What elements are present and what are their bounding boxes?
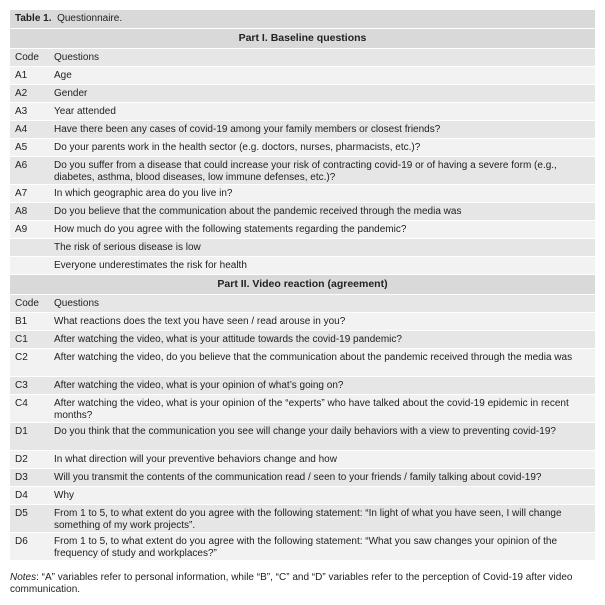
row-code: A8 [15,206,28,217]
row-code [10,257,54,274]
table-row [10,450,595,468]
row-question: From 1 to 5, to what extent do you agree with the following statement: “What you saw changes your opinion of the frequency of study and workplaces?” [54,536,558,559]
part2-header-row [10,294,595,312]
table-row [10,348,595,376]
row-code: A2 [15,88,28,99]
row-code: D3 [15,472,28,483]
table-notes [10,572,595,596]
table-row [10,120,595,138]
row-code: A5 [15,142,28,153]
header-code: Code [15,298,39,309]
row-question: Everyone underestimates the risk for health [54,260,247,271]
table-row [10,394,595,422]
row-question: After watching the video, what is your opinion of the “experts” who have talked about the covid-19 epidemic in recent months? [54,398,569,421]
notes-label: Notes [10,572,37,583]
row-question: Do your parents work in the health sector (e.g. doctors, nurses, pharmacists, etc.)? [54,142,421,153]
row-question: Have there been any cases of covid-19 among your family members or closest friends? [54,124,441,135]
row-code: C2 [15,352,28,363]
row-code [10,239,54,256]
row-question: Will you transmit the contents of the communication read / seen to your friends / family talking about covid-19? [54,472,542,483]
row-code: D5 [15,508,28,519]
row-question: Gender [54,88,88,99]
table-row [10,66,595,84]
part2-title: Part II. Video reaction (agreement) [10,274,595,294]
table-row [10,102,595,120]
table-label: Table 1. [15,13,52,24]
row-question: How much do you agree with the following statements regarding the pandemic? [54,224,407,235]
row-question: Why [54,490,74,501]
part2-body [10,312,595,560]
row-code: C1 [15,334,28,345]
table-row [10,422,595,450]
table-row [10,376,595,394]
row-question: Do you believe that the communication about the pandemic received through the media was [54,206,462,217]
table-row [10,84,595,102]
table-row [10,156,595,184]
questionnaire-table [10,10,595,560]
row-question: From 1 to 5, to what extent do you agree with the following statement: “In light of what you have seen, I will change something of my work projects”. [54,508,562,531]
notes-text: : “A” variables refer to personal information, while “B”, “C” and “D” variables refer to the perception of Covid-19 after video communication. [10,572,573,595]
row-question: In what direction will your preventive behaviors change and how [54,454,337,465]
row-code: D1 [15,426,28,437]
table-row [10,256,595,274]
table-row [10,330,595,348]
row-question: Do you suffer from a disease that could increase your risk of contracting covid-19 or of having a severe form (e.g., diabetes, asthma, blood diseases, low immune defenses, etc.)? [54,160,557,183]
header-questions: Questions [54,52,100,63]
table-row [10,220,595,238]
table-row [10,184,595,202]
table-title: Questionnaire. [57,13,123,24]
row-code: A9 [15,224,28,235]
row-question: Age [54,70,72,81]
row-question: Do you think that the communication you see will change your daily behaviors with a view to preventing covid-19? [54,426,556,437]
table-row [10,504,595,532]
row-code: A4 [15,124,28,135]
row-code: D6 [15,536,28,547]
row-code: A7 [15,188,28,199]
table-row [10,238,595,256]
row-question: Year attended [54,106,116,117]
table-caption [10,10,595,28]
table-row [10,312,595,330]
row-question: After watching the video, what is your attitude towards the covid-19 pandemic? [54,334,402,345]
row-code: A3 [15,106,28,117]
part1-header-row [10,48,595,66]
row-question: In which geographic area do you live in? [54,188,233,199]
row-code: B1 [15,316,28,327]
row-question: The risk of serious disease is low [54,242,201,253]
row-code: C3 [15,380,28,391]
row-code: A6 [15,160,28,171]
part1-body [10,66,595,274]
header-code: Code [15,52,39,63]
part1-title: Part I. Baseline questions [10,28,595,48]
row-question: After watching the video, do you believe that the communication about the pandemic received through the media was [54,352,573,363]
table-row [10,138,595,156]
row-code: C4 [15,398,28,409]
table-row [10,486,595,504]
table-row [10,468,595,486]
table-row [10,532,595,560]
row-code: D4 [15,490,28,501]
table-row [10,202,595,220]
row-code: A1 [15,70,28,81]
row-question: What reactions does the text you have seen / read arouse in you? [54,316,346,327]
row-question: After watching the video, what is your opinion of what’s going on? [54,380,344,391]
row-code: D2 [15,454,28,465]
header-questions: Questions [54,298,100,309]
